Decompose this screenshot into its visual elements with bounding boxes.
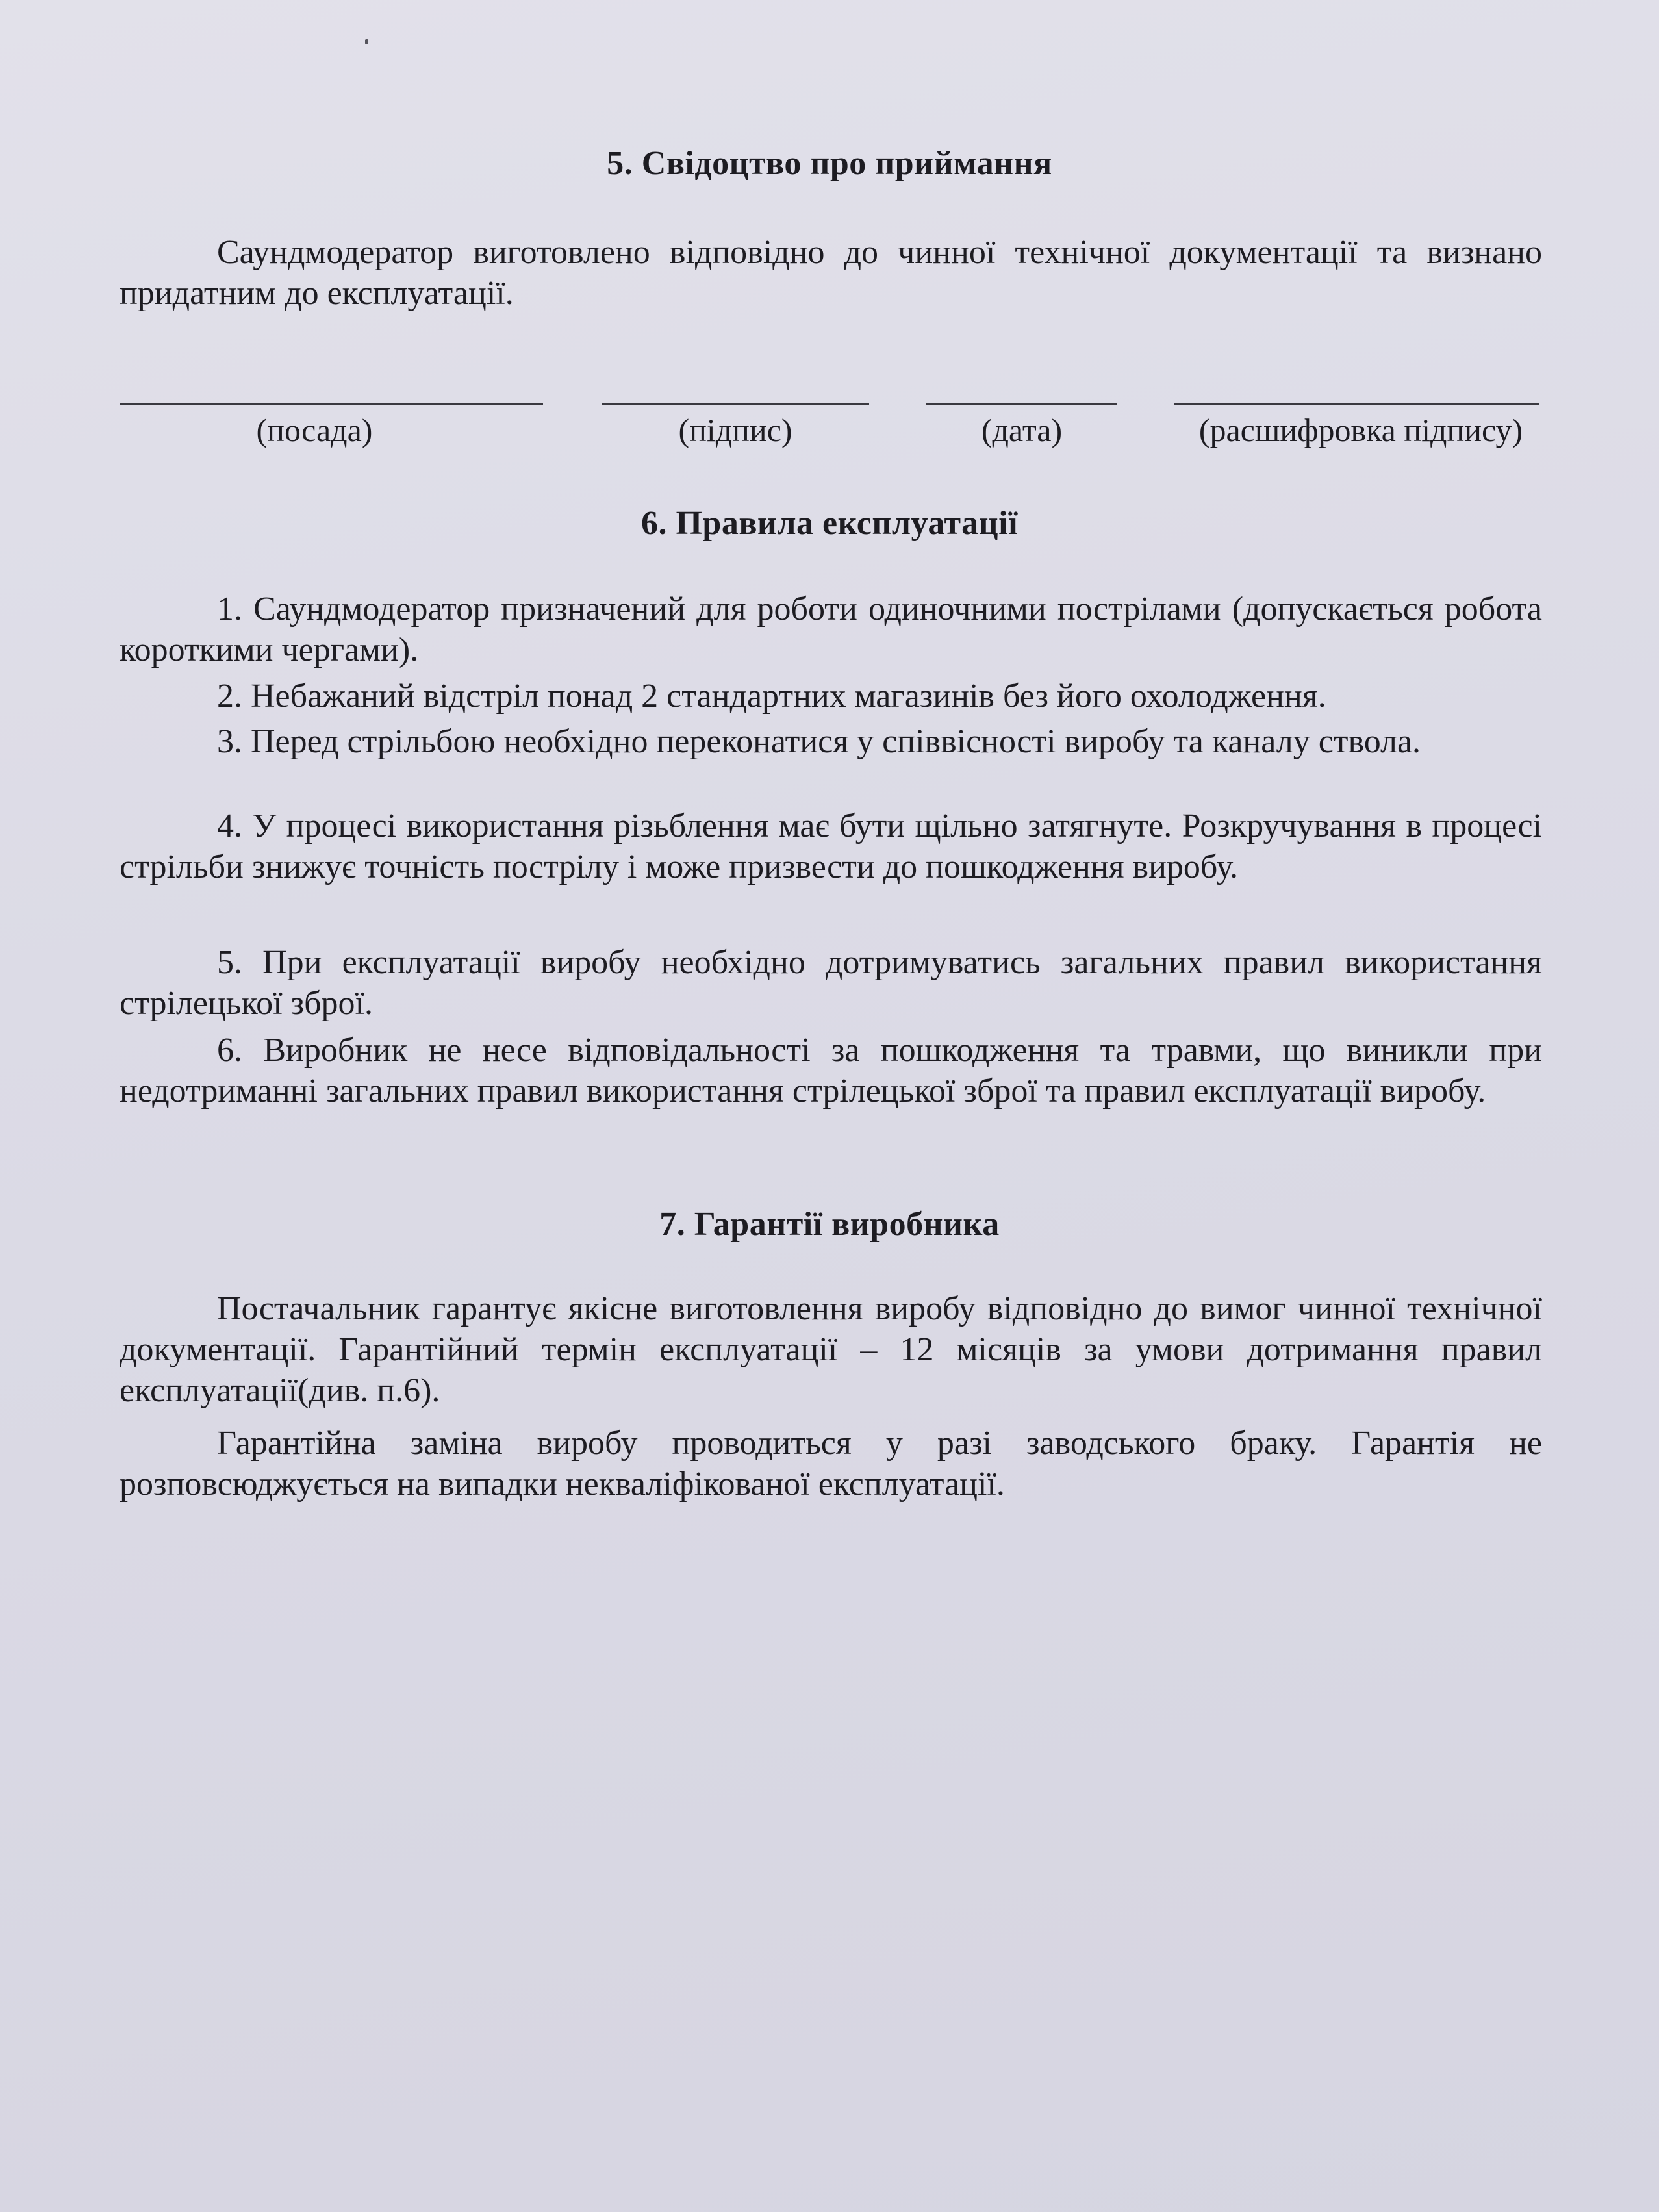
date-label: (дата)	[981, 412, 1063, 448]
rule-item-6: 6. Виробник не несе відповідальності за пошкодження та травми, що виникли при недотриманні загальних правил використання стрілецької зброї та правил експлуатації виробу.	[120, 1032, 1542, 1110]
rule-item-1: 1. Саундмодератор призначений для роботи одиночними пострілами (допускається робота короткими чергами).	[120, 591, 1542, 668]
rule-item-2: 2. Небажаний відстріл понад 2 стандартних магазинів без його охолодження.	[217, 678, 1326, 715]
paper-speck	[365, 39, 368, 44]
warranty-paragraph-2: Гарантійна заміна виробу проводиться у разі заводського браку. Гарантія не розповсюджується на випадки некваліфікованої експлуатації.	[120, 1425, 1542, 1503]
position-label: (посада)	[256, 412, 373, 448]
name-decoding-label: (расшифровка підпису)	[1198, 412, 1523, 448]
rule-item-4: 4. У процесі використання різьблення має бути щільно затягнуте. Розкручування в процесі стрільби знижує точність пострілу і може призвести до пошкодження виробу.	[120, 807, 1542, 885]
date-signature-line	[926, 403, 1117, 405]
signature-label: (підпис)	[678, 412, 792, 448]
rule-item-5: 5. При експлуатації виробу необхідно дотримуватись загальних правил використання стрілецької зброї.	[120, 944, 1542, 1022]
section-7-heading: 7. Гарантії виробника	[659, 1206, 1000, 1243]
name-signature-line	[1174, 403, 1539, 405]
section-6-heading: 6. Правила експлуатації	[640, 505, 1019, 542]
position-signature-line	[120, 403, 543, 405]
warranty-paragraph-1: Постачальник гарантує якісне виготовлення виробу відповідно до вимог чинної технічної документації. Гарантійний термін експлуатації – 12 місяців за умови дотримання правил експлуатації(див. п.6).	[120, 1290, 1542, 1409]
signature-line	[602, 403, 869, 405]
section-5-heading: 5. Свідоцтво про приймання	[607, 145, 1052, 182]
acceptance-paragraph: Саундмодератор виготовлено відповідно до чинної технічної документації та визнано придатним до експлуатації.	[120, 234, 1542, 312]
rule-item-3: 3. Перед стрільбою необхідно переконатися у співвісності виробу та каналу ствола.	[217, 723, 1421, 760]
